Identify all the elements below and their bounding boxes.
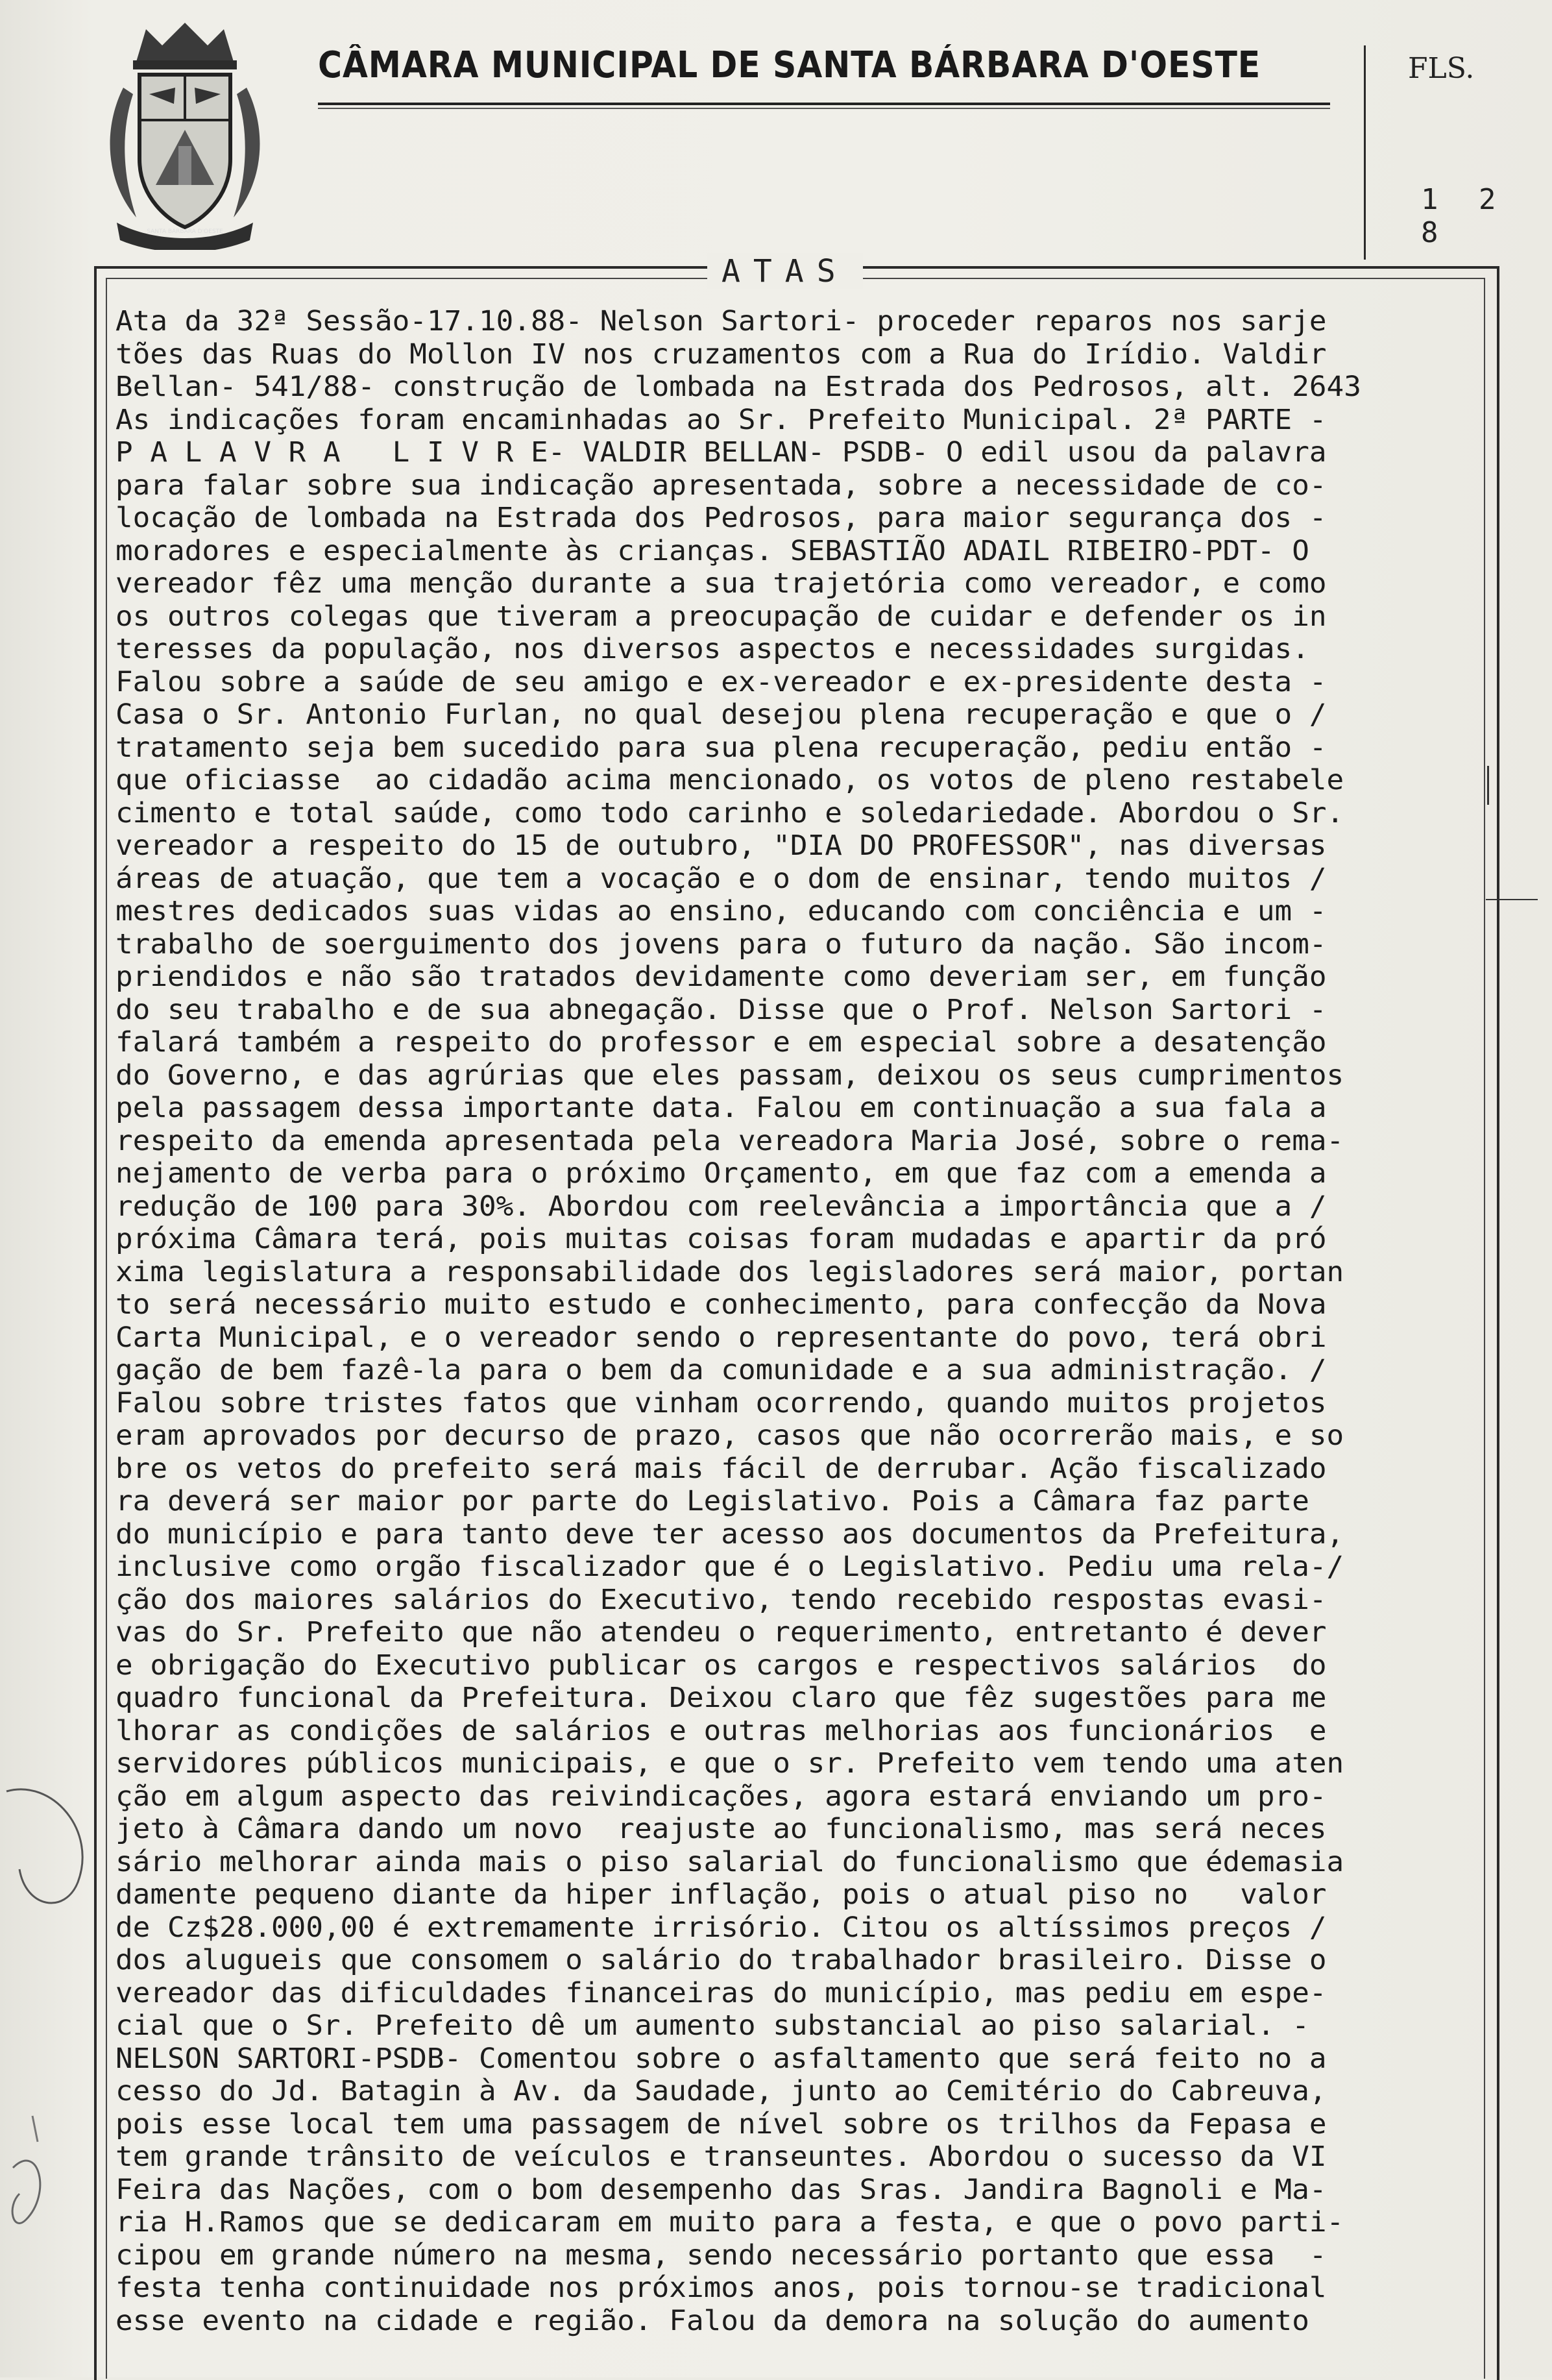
text-line: eram aprovados por decurso de prazo, casos que não ocorrerão mais, e so: [115, 1419, 1344, 1452]
text-line: cial que o Sr. Prefeito dê um aumento substancial ao piso salarial. -: [115, 2009, 1309, 2042]
municipal-crest-emblem: [97, 16, 273, 250]
text-line: cimento e total saúde, como todo carinho e soledariedade. Abordou o Sr.: [115, 796, 1344, 829]
text-line: nejamento de verba para o próximo Orçamento, em que faz com a emenda a: [115, 1157, 1327, 1190]
text-line: do município e para tanto deve ter acesso aos documentos da Prefeitura,: [115, 1517, 1344, 1551]
chamber-title: CÂMARA MUNICIPAL DE SANTA BÁRBARA D'OESTE: [318, 44, 1261, 86]
text-line: de Cz$28.000,00 é extremamente irrisório. Citou os altíssimos preços /: [115, 1911, 1327, 1944]
text-line: tem grande trânsito de veículos e transeuntes. Abordou o sucesso da VI: [115, 2141, 1327, 2173]
text-line: Falou sobre a saúde de seu amigo e ex-vereador e ex-presidente desta -: [115, 665, 1327, 698]
text-line: NELSON SARTORI-PSDB- Comentou sobre o asfaltamento que será feito no a: [115, 2042, 1327, 2075]
text-line: locação de lombada na Estrada dos Pedrosos, para maior segurança dos -: [115, 502, 1327, 534]
header-rule: [318, 103, 1330, 105]
text-line: lhorar as condições de salários e outras melhorias aos funcionários e: [115, 1714, 1327, 1747]
text-line: priendidos e não são tratados devidamente como deveriam ser, em função: [115, 961, 1327, 993]
text-line: pela passagem dessa importante data. Falou em continuação a sua fala a: [115, 1092, 1327, 1124]
text-line: vas do Sr. Prefeito que não atendeu o requerimento, entretanto é dever: [115, 1616, 1327, 1649]
text-line: que oficiasse ao cidadão acima mencionado, os votos de pleno restabele: [115, 764, 1344, 796]
text-line: respeito da emenda apresentada pela vereadora Maria José, sobre o rema-: [115, 1124, 1344, 1157]
text-line: esse evento na cidade e região. Falou da demora na solução do aumento: [115, 2304, 1309, 2337]
text-line: gação de bem fazê-la para o bem da comunidade e a sua administração. /: [115, 1354, 1327, 1386]
minutes-body: [115, 305, 1491, 2337]
text-line: Falou sobre tristes fatos que vinham ocorrendo, quando muitos projetos: [115, 1386, 1327, 1419]
text-line: do Governo, e das agrúrias que eles passam, deixou os seus cumprimentos: [115, 1059, 1344, 1092]
text-line: ria H.Ramos que se dedicaram em muito para a festa, e que o povo parti-: [115, 2206, 1344, 2239]
text-line: vereador fêz uma menção durante a sua trajetória como vereador, e como: [115, 567, 1327, 600]
text-line: falará também a respeito do professor e em especial sobre a desatenção: [115, 1026, 1327, 1059]
text-line: vereador das dificuldades financeiras do município, mas pediu em espe-: [115, 1976, 1327, 2009]
text-line: trabalho de soerguimento dos jovens para o futuro da nação. São incom-: [115, 927, 1327, 961]
margin-bar-mark: [1487, 766, 1489, 805]
text-line: áreas de atuação, que tem a vocação e o dom de ensinar, tendo muitos /: [115, 862, 1327, 895]
text-line: do seu trabalho e de sua abnegação. Disse que o Prof. Nelson Sartori -: [115, 993, 1327, 1026]
text-line: ra deverá ser maior por parte do Legislativo. Pois a Câmara faz parte: [115, 1485, 1309, 1517]
text-line: servidores públicos municipais, e que o sr. Prefeito vem tendo uma aten: [115, 1747, 1344, 1780]
text-line: to será necessário muito estudo e conhecimento, para confecção da Nova: [115, 1288, 1327, 1321]
header-rule-thin: [318, 108, 1330, 109]
text-line: ção dos maiores salários do Executivo, tendo recebido respostas evasi-: [115, 1583, 1327, 1616]
text-line: damente pequeno diante da hiper inflação, pois o atual piso no valor: [115, 1878, 1327, 1911]
text-line: Carta Municipal, e o vereador sendo o representante do povo, terá obri: [115, 1321, 1327, 1354]
text-line: Bellan- 541/88- construção de lombada na Estrada dos Pedrosos, alt. 2643: [115, 371, 1361, 403]
crest-ribbon-text: SANTA BÁRBARA D'OESTE: [147, 228, 223, 235]
text-line: ção em algum aspecto das reivindicações, agora estará enviando um pro-: [115, 1780, 1327, 1813]
text-line: tratamento seja bem sucedido para sua plena recuperação, pediu então -: [115, 731, 1327, 764]
text-line: redução de 100 para 30%. Abordou com reelevância a importância que a /: [115, 1190, 1327, 1223]
text-line: P A L A V R A L I V R E- VALDIR BELLAN- PSDB- O edil usou da palavra: [115, 436, 1327, 469]
text-line: sário melhorar ainda mais o piso salarial do funcionalismo que édemasia: [115, 1845, 1344, 1878]
text-line: mestres dedicados suas vidas ao ensino, educando com conciência e um -: [115, 895, 1327, 927]
fls-divider: [1364, 45, 1366, 260]
text-line: e obrigação do Executivo publicar os cargos e respectivos salários do: [115, 1649, 1327, 1682]
text-line: pois esse local tem uma passagem de nível sobre os trilhos da Fepasa e: [115, 2107, 1327, 2141]
text-line: próxima Câmara terá, pois muitas coisas foram mudadas e apartir da pró: [115, 1223, 1327, 1255]
text-line: cesso do Jd. Batagin à Av. da Saudade, junto ao Cemitério do Cabreuva,: [115, 2075, 1327, 2107]
text-line: moradores e especialmente às crianças. SEBASTIÃO ADAIL RIBEIRO-PDT- O: [115, 534, 1309, 567]
text-line: teresses da população, nos diversos aspectos e necessidades surgidas.: [115, 633, 1309, 665]
page-number: 1 2 8: [1421, 183, 1508, 249]
text-line: xima legislatura a responsabilidade dos legisladores será maior, portan: [115, 1255, 1344, 1288]
text-line: para falar sobre sua indicação apresentada, sobre a necessidade de co-: [115, 469, 1327, 502]
text-line: inclusive como orgão fiscalizador que é o Legislativo. Pediu uma rela-/: [115, 1551, 1344, 1583]
fls-label: FLS.: [1408, 52, 1475, 85]
section-title: ATAS: [707, 253, 863, 289]
text-line: Feira das Nações, com o bom desempenho das Sras. Jandira Bagnoli e Ma-: [115, 2173, 1327, 2206]
text-line: cipou em grande número na mesma, sendo necessário portanto que essa -: [115, 2239, 1327, 2272]
text-line: tões das Ruas do Mollon IV nos cruzamentos com a Rua do Irídio. Valdir: [115, 337, 1327, 371]
margin-tick-mark: [1486, 899, 1538, 900]
text-line: Casa o Sr. Antonio Furlan, no qual desejou plena recuperação e que o /: [115, 698, 1327, 731]
text-line: vereador a respeito do 15 de outubro, "DIA DO PROFESSOR", nas diversas: [115, 829, 1327, 862]
pen-scribble-mark: [0, 1752, 130, 2375]
text-line: Ata da 32ª Sessão-17.10.88- Nelson Sartori- proceder reparos nos sarje: [115, 305, 1327, 337]
text-line: quadro funcional da Prefeitura. Deixou claro que fêz sugestões para me: [115, 1682, 1327, 1714]
text-line: jeto à Câmara dando um novo reajuste ao funcionalismo, mas será neces: [115, 1813, 1327, 1845]
text-line: os outros colegas que tiveram a preocupação de cuidar e defender os in: [115, 600, 1327, 633]
text-line: festa tenha continuidade nos próximos anos, pois tornou-se tradicional: [115, 2272, 1327, 2304]
text-line: As indicações foram encaminhadas ao Sr. Prefeito Municipal. 2ª PARTE -: [115, 403, 1327, 436]
text-line: dos alugueis que consomem o salário do trabalhador brasileiro. Disse o: [115, 1944, 1327, 1976]
text-line: bre os vetos do prefeito será mais fácil de derrubar. Ação fiscalizado: [115, 1452, 1327, 1485]
